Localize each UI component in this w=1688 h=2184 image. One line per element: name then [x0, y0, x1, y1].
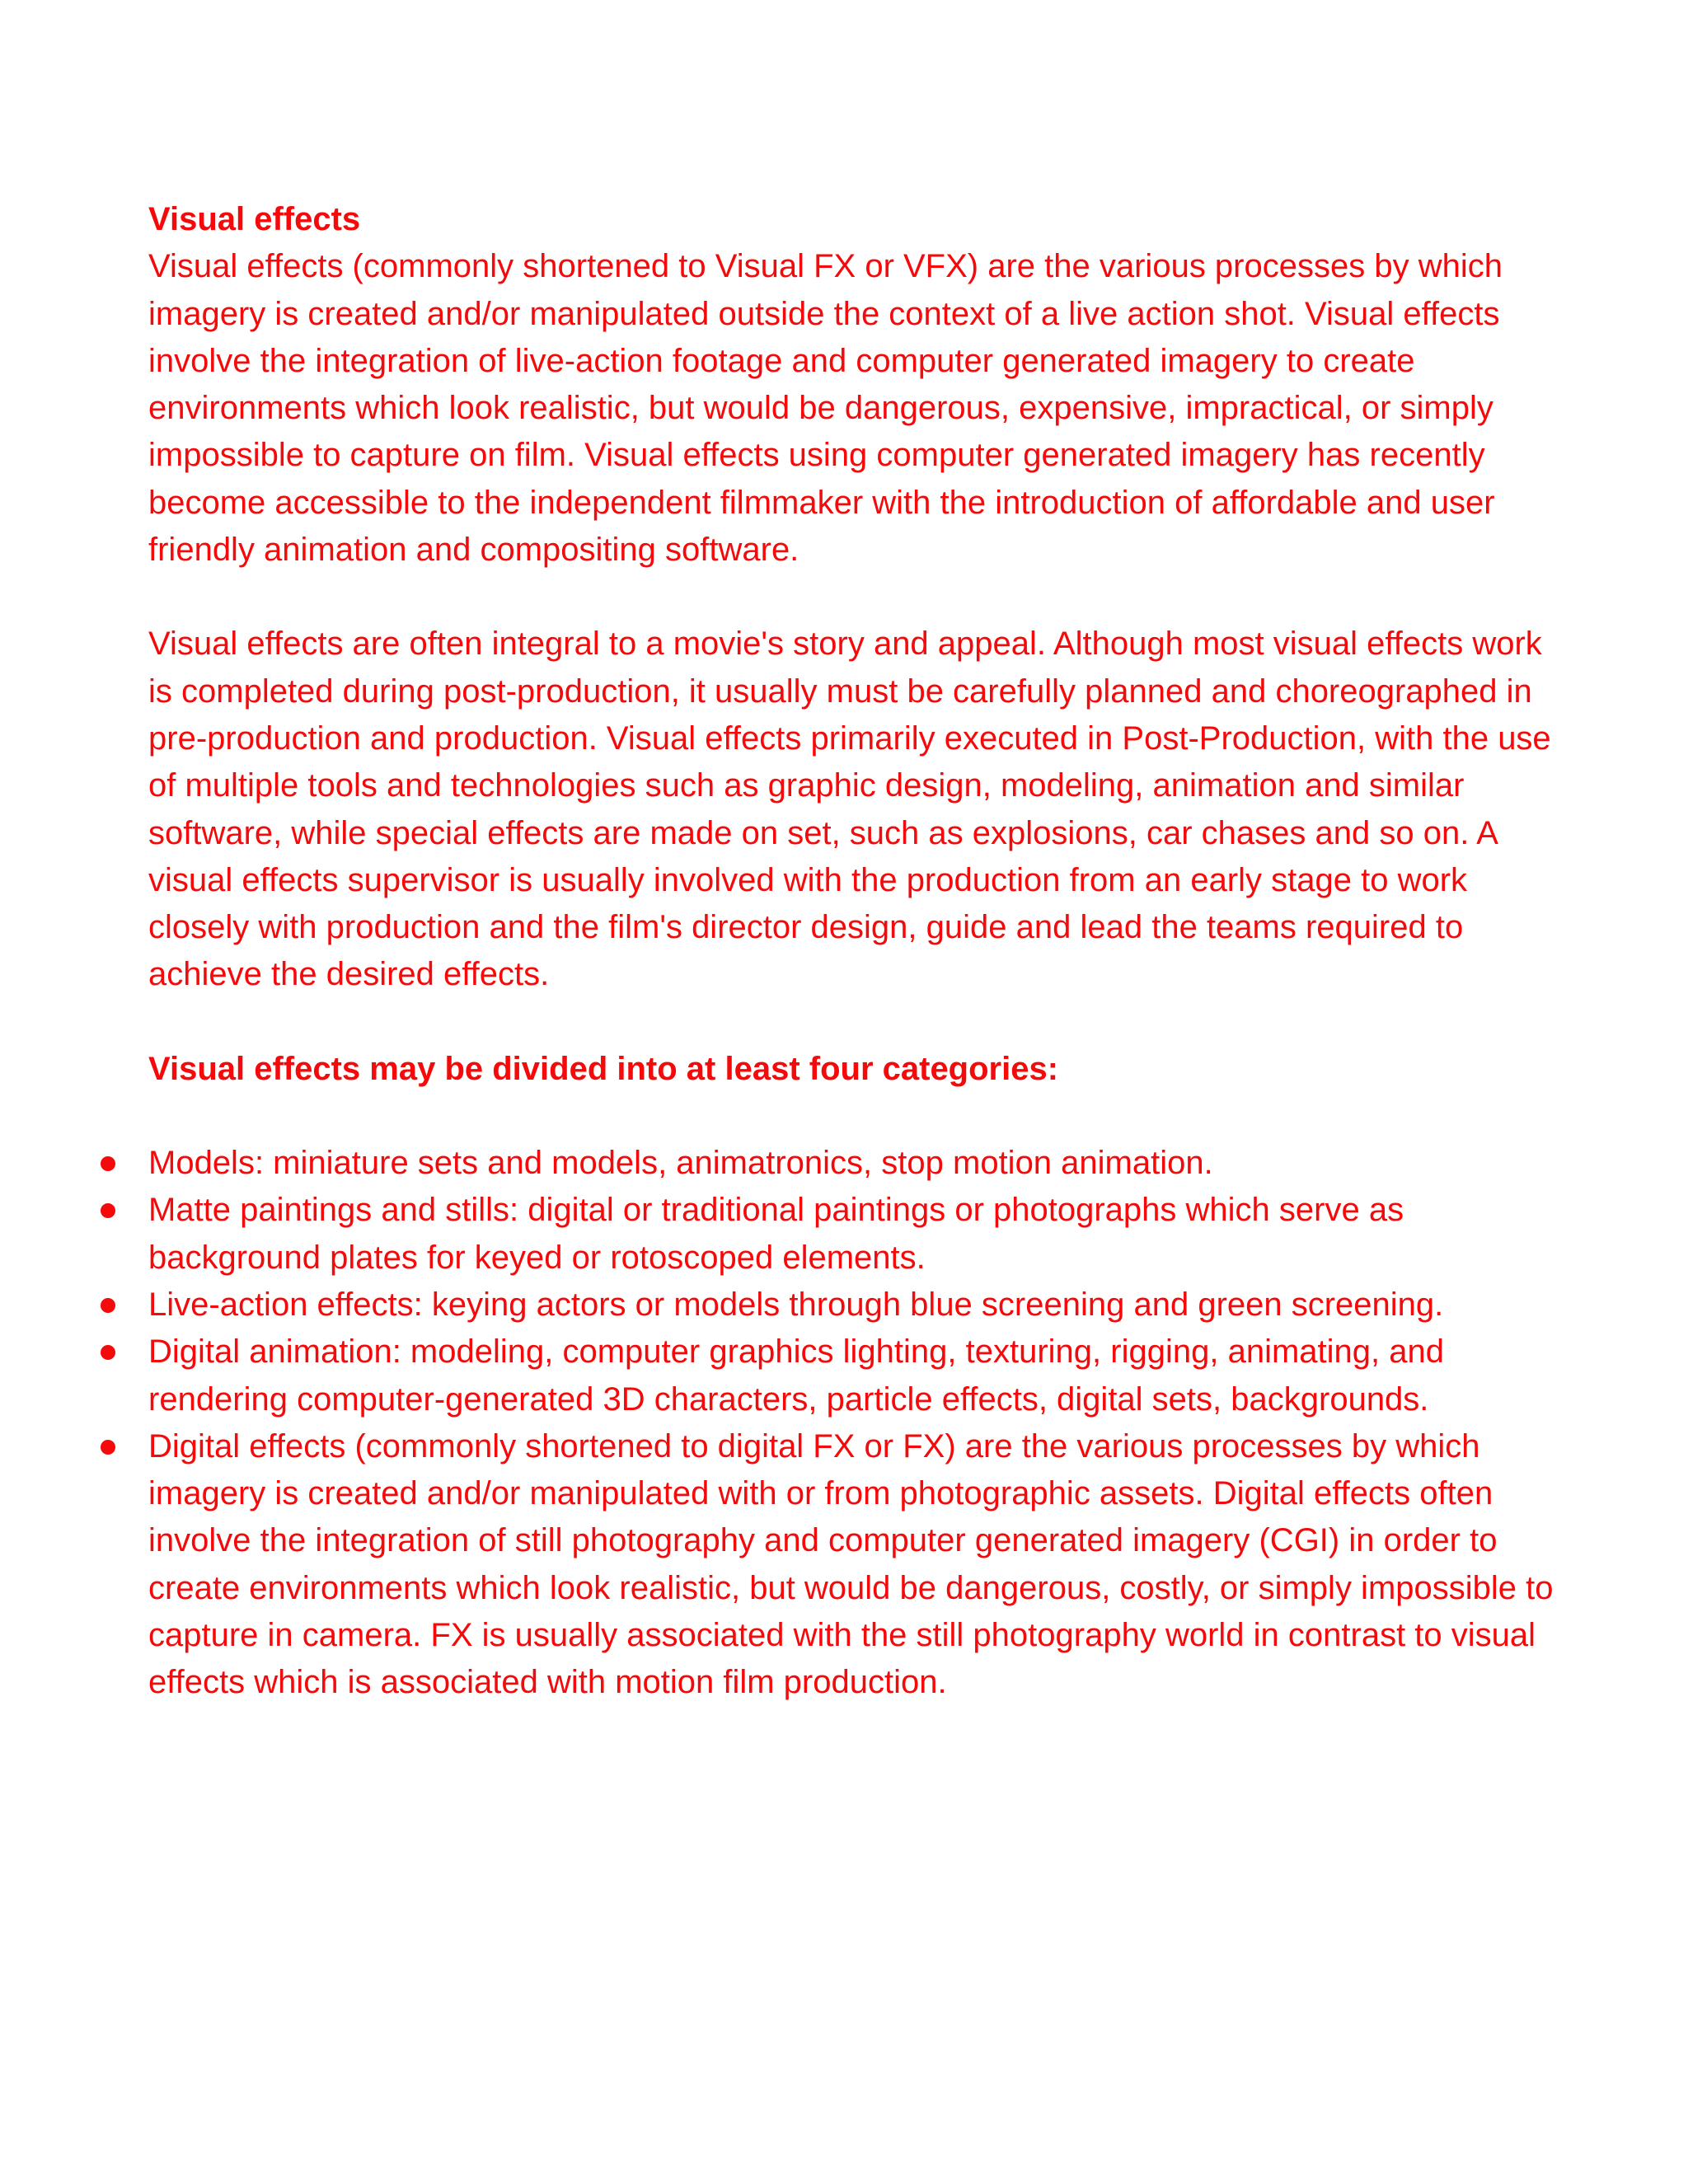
categories-list — [148, 1140, 1566, 1707]
list-item-text: Matte paintings and stills: digital or traditional paintings or photographs which serve as background plates for keyed or rotoscoped elements. — [148, 1192, 1404, 1276]
paragraph-intro: Visual effects (commonly shortened to Visual FX or VFX) are the various processes by which imagery is created and/or manipulated outside the context of a live action shot. Visual effects involve the integration of live-action footage and computer generated imagery to create environments which look realistic, but would be dangerous, expensive, impractical, or simply impossible to capture on film. Visual effects using computer generated imagery has recently become accessible to the independent filmmaker with the introduction of affordable and user friendly animation and compositing software. — [148, 248, 1503, 569]
document-body — [148, 196, 1566, 1707]
document-title: Visual effects — [148, 201, 361, 237]
list-item — [148, 1187, 1566, 1282]
paragraph-spacer — [148, 999, 1566, 1046]
list-item — [148, 1282, 1566, 1329]
list-item — [148, 1140, 1566, 1187]
bullet-icon — [101, 1329, 117, 1376]
list-item-text: Digital effects (commonly shortened to digital FX or FX) are the various processes by which imagery is created and/or manipulated with or from photographic assets. Digital effects often involve the integration of still photography and computer generated imagery (CGI) in order to create environments which look realistic, but would be dangerous, costly, or simply impossible to capture in camera. FX is usually associated with the still photography world in contrast to visual effects which is associated with motion film production. — [148, 1427, 1554, 1701]
paragraph-integral: Visual effects are often integral to a movie's story and appeal. Although most visual effects work is completed during post-production, it usually must be carefully planned and choreographed in pre-production and production. Visual effects primarily executed in Post-Production, with the use of multiple tools and technologies such as graphic design, modeling, animation and similar software, while special effects are made on set, such as explosions, car chases and so on. A visual effects supervisor is usually involved with the production from an early stage to work closely with production and the film's director design, guide and lead the teams required to achieve the desired effects. — [148, 626, 1551, 993]
list-item — [148, 1423, 1566, 1707]
list-item-text: Digital animation: modeling, computer graphics lighting, texturing, rigging, animating, and rendering computer-generated 3D characters, particle effects, digital sets, backgrounds. — [148, 1333, 1444, 1418]
bullet-icon — [101, 1282, 117, 1329]
paragraph-spacer — [148, 1093, 1566, 1140]
list-item — [148, 1329, 1566, 1423]
list-item-text: Live-action effects: keying actors or models through blue screening and green screening. — [148, 1286, 1444, 1323]
bullet-icon — [101, 1187, 117, 1234]
categories-heading: Visual effects may be divided into at least four categories: — [148, 1050, 1059, 1087]
bullet-icon — [101, 1423, 117, 1470]
bullet-icon — [101, 1140, 117, 1187]
list-item-text: Models: miniature sets and models, animatronics, stop motion animation. — [148, 1145, 1213, 1182]
paragraph-spacer — [148, 574, 1566, 621]
